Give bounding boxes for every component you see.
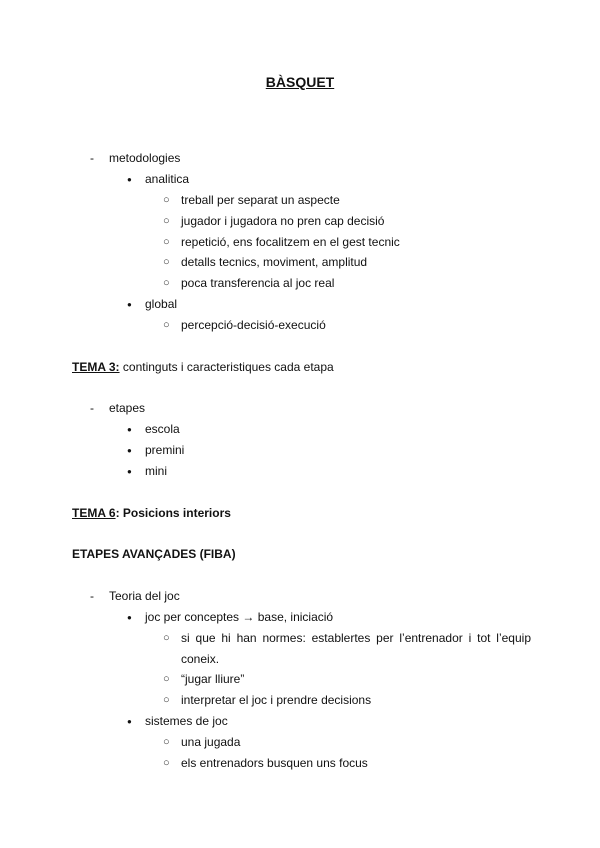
- list-item: si que hi han normes: establertes per l’entrenador i tot l’equip: [181, 631, 531, 645]
- bullet-circle-icon: ○: [163, 673, 170, 685]
- list-item: percepció-decisió-execució: [181, 318, 326, 332]
- list-item: els entrenadors busquen uns focus: [181, 756, 368, 770]
- bullet-circle-icon: ○: [163, 256, 170, 268]
- tema3-heading: [72, 359, 334, 375]
- tema6-heading: [72, 505, 231, 521]
- list-item: escola: [145, 422, 180, 436]
- dash-marker: -: [90, 151, 94, 165]
- list-item: premini: [145, 443, 185, 457]
- list-item: una jugada: [181, 735, 241, 749]
- list-item: jugador i jugadora no pren cap decisió: [181, 214, 385, 228]
- list-item-teoria: Teoria del joc: [109, 589, 180, 603]
- tema3-label: TEMA 3:: [72, 360, 120, 374]
- bullet-circle-icon: ○: [163, 194, 170, 206]
- list-item: interpretar el joc i prendre decisions: [181, 693, 372, 707]
- list-item: mini: [145, 464, 168, 478]
- bullet-circle-icon: ○: [163, 632, 170, 644]
- tema6-text: : Posicions interiors: [115, 506, 231, 520]
- document-title: BÀSQUET: [265, 74, 335, 90]
- dash-marker: -: [90, 401, 94, 415]
- bullet-disc-icon: ●: [127, 300, 132, 309]
- bullet-circle-icon: ○: [163, 319, 170, 331]
- bullet-disc-icon: ●: [127, 717, 132, 726]
- list-item-sistemes: sistemes de joc: [145, 714, 228, 728]
- list-item: “jugar lliure”: [181, 672, 245, 686]
- list-item-metodologies: metodologies: [109, 151, 181, 165]
- list-item-analitica: analitica: [145, 172, 190, 186]
- bullet-circle-icon: ○: [163, 757, 170, 769]
- list-item: poca transferencia al joc real: [181, 276, 335, 290]
- bullet-disc-icon: ●: [127, 613, 132, 622]
- dash-marker: -: [90, 589, 94, 603]
- list-item: treball per separat un aspecte: [181, 193, 340, 207]
- bullet-circle-icon: ○: [163, 236, 170, 248]
- list-item-etapes: etapes: [109, 401, 146, 415]
- bullet-circle-icon: ○: [163, 215, 170, 227]
- section-heading: ETAPES AVANÇADES (FIBA): [72, 547, 236, 561]
- tema6-label: TEMA 6: [72, 506, 116, 520]
- list-item: repetició, ens focalitzem en el gest tecnic: [181, 235, 400, 249]
- list-item-global: global: [145, 297, 178, 311]
- tema3-text: continguts i caracteristiques cada etapa: [119, 360, 334, 374]
- bullet-disc-icon: ●: [127, 175, 132, 184]
- bullet-disc-icon: ●: [127, 446, 132, 455]
- list-item-conceptes: joc per conceptes → base, iniciació: [145, 610, 334, 624]
- bullet-disc-icon: ●: [127, 467, 132, 476]
- bullet-circle-icon: ○: [163, 694, 170, 706]
- list-item: detalls tecnics, moviment, amplitud: [181, 255, 368, 269]
- list-item-continuation: coneix.: [181, 652, 220, 666]
- bullet-disc-icon: ●: [127, 425, 132, 434]
- bullet-circle-icon: ○: [163, 277, 170, 289]
- bullet-circle-icon: ○: [163, 736, 170, 748]
